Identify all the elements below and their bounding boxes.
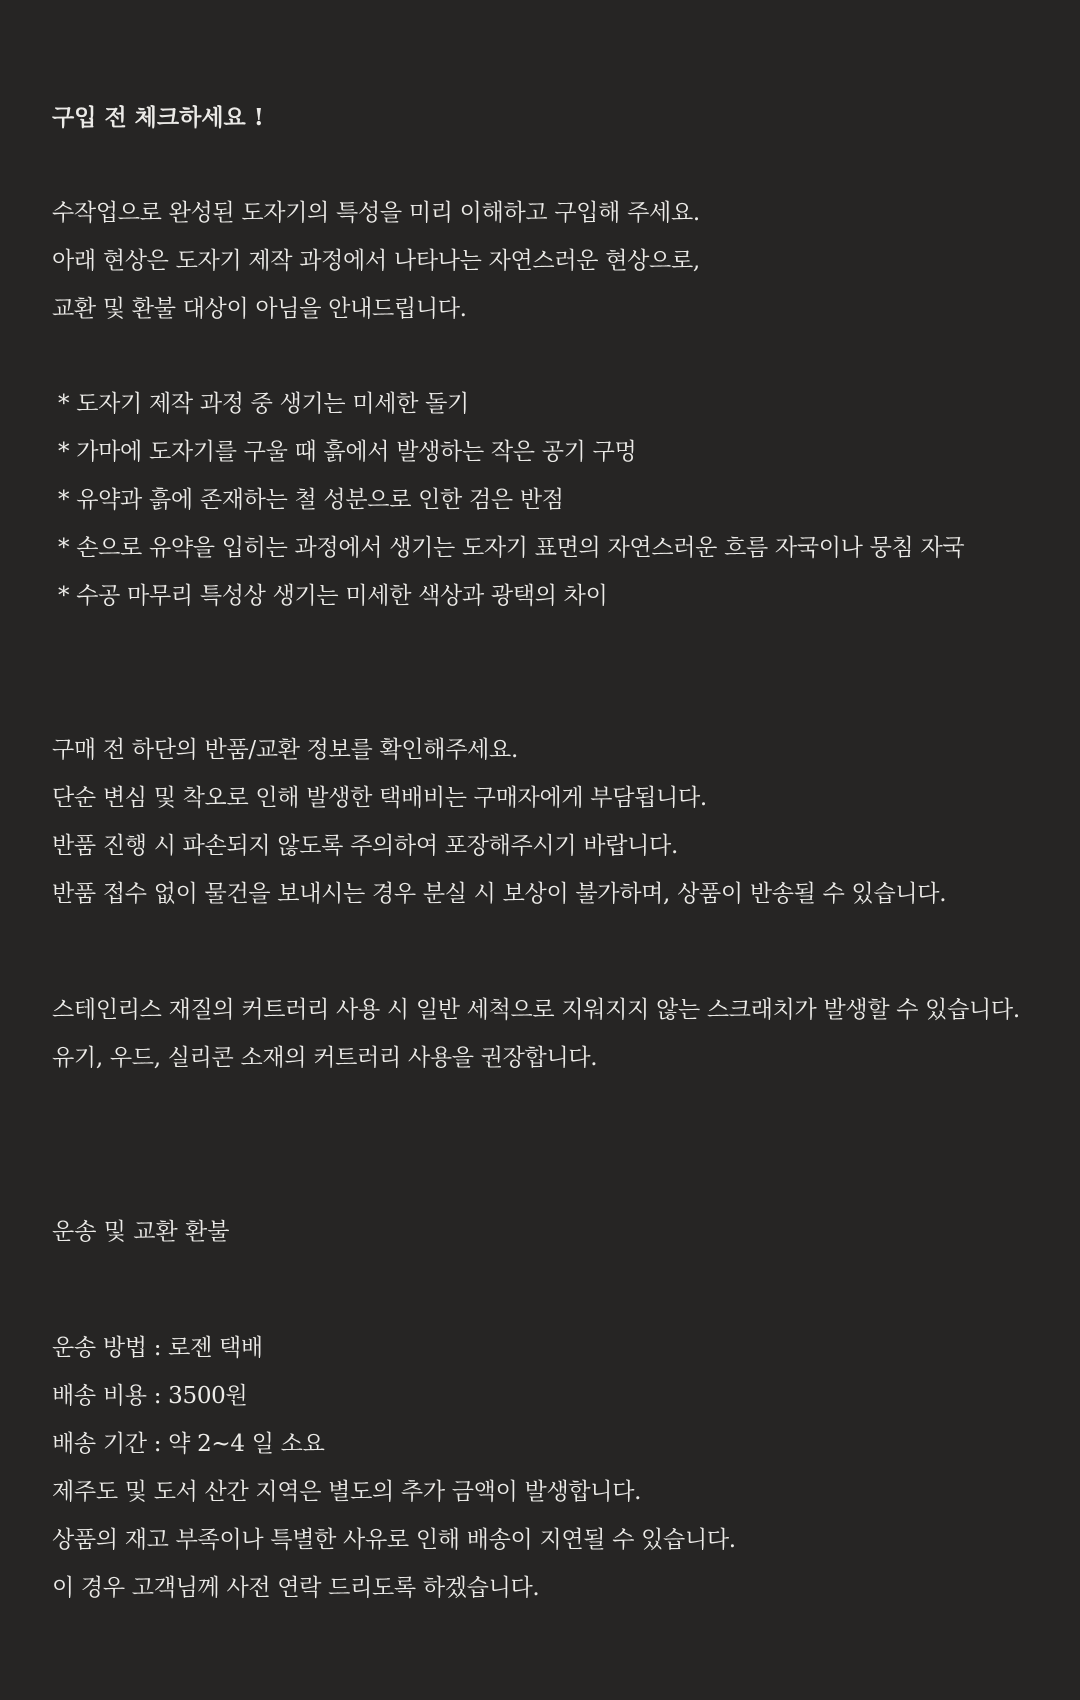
intro-line: 아래 현상은 도자기 제작 과정에서 나타나는 자연스러운 현상으로, xyxy=(52,248,700,274)
returns-line: 구매 전 하단의 반품/교환 정보를 확인해주세요. xyxy=(52,737,518,763)
shipping-note: 제주도 및 도서 산간 지역은 별도의 추가 금액이 발생합니다. xyxy=(52,1479,642,1505)
cutlery-line: 스테인리스 재질의 커트러리 사용 시 일반 세척으로 지워지지 않는 스크래치가 발생할 수 있습니다. xyxy=(52,997,1020,1023)
returns-line: 단순 변심 및 착오로 인해 발생한 택배비는 구매자에게 부담됩니다. xyxy=(52,785,707,811)
shipping-info-block xyxy=(52,1324,736,1612)
bullet-item: * 수공 마무리 특성상 생기는 미세한 색상과 광택의 차이 xyxy=(58,583,608,609)
bullet-item: * 손으로 유약을 입히는 과정에서 생기는 도자기 표면의 자연스러운 흐름 자국이나 뭉침 자국 xyxy=(58,535,965,561)
returns-info-block xyxy=(52,726,946,918)
cutlery-info-block xyxy=(52,986,1020,1082)
intro-line: 교환 및 환불 대상이 아님을 안내드립니다. xyxy=(52,296,467,322)
returns-line: 반품 진행 시 파손되지 않도록 주의하여 포장해주시기 바랍니다. xyxy=(52,833,678,859)
bullet-item: * 유약과 흙에 존재하는 철 성분으로 인한 검은 반점 xyxy=(58,487,564,513)
returns-line: 반품 접수 없이 물건을 보내시는 경우 분실 시 보상이 불가하며, 상품이 반송될 수 있습니다. xyxy=(52,881,947,907)
cutlery-line: 유기, 우드, 실리콘 소재의 커트러리 사용을 권장합니다. xyxy=(52,1045,598,1071)
shipping-note: 상품의 재고 부족이나 특별한 사유로 인해 배송이 지연될 수 있습니다. xyxy=(52,1527,736,1553)
bullet-item: * 도자기 제작 과정 중 생기는 미세한 돌기 xyxy=(58,391,469,417)
shipping-note: 이 경우 고객님께 사전 연락 드리도록 하겠습니다. xyxy=(52,1575,540,1601)
intro-line: 수작업으로 완성된 도자기의 특성을 미리 이해하고 구입해 주세요. xyxy=(52,200,700,226)
defect-bullet-list xyxy=(52,380,964,620)
shipping-cost: 배송 비용 : 3500원 xyxy=(52,1383,248,1409)
intro-block xyxy=(52,189,700,333)
notice-title: 구입 전 체크하세요 ! xyxy=(52,104,264,131)
shipping-duration: 배송 기간 : 약 2~4 일 소요 xyxy=(52,1431,325,1457)
shipping-section-title: 운송 및 교환 환불 xyxy=(52,1219,230,1245)
bullet-item: * 가마에 도자기를 구울 때 흙에서 발생하는 작은 공기 구멍 xyxy=(58,439,637,465)
shipping-method: 운송 방법 : 로젠 택배 xyxy=(52,1335,263,1361)
